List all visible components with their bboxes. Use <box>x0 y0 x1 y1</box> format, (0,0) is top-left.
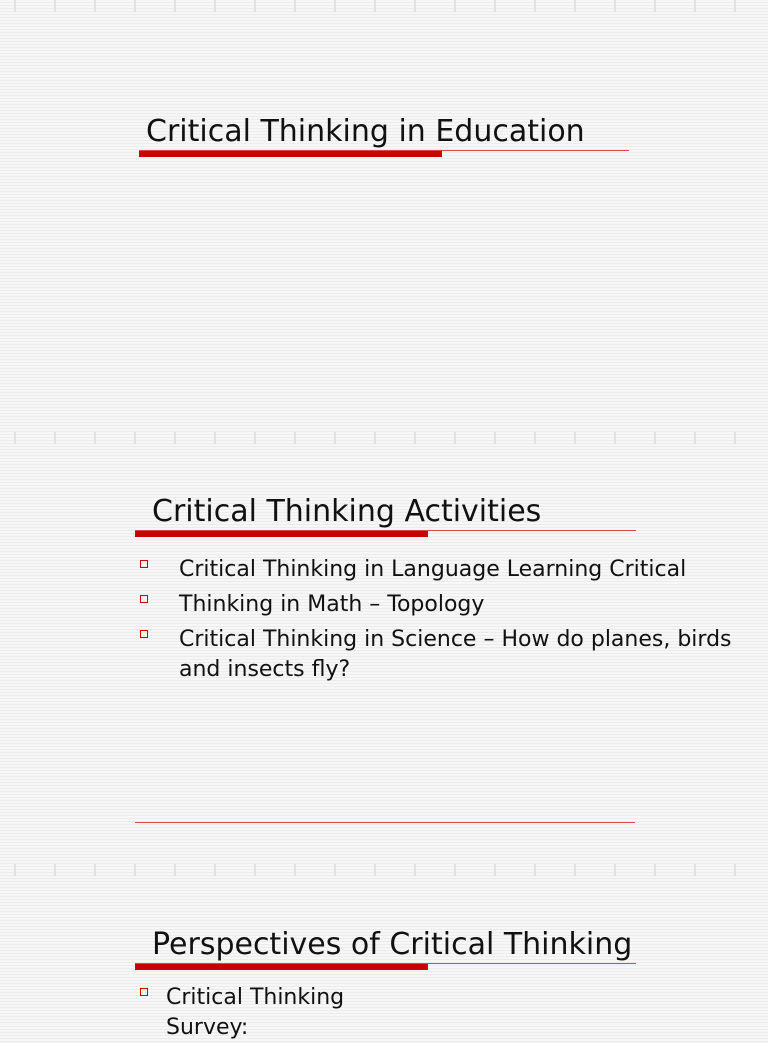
title-underline-accent <box>135 531 428 537</box>
slide-2 <box>0 432 768 864</box>
hollow-square-bullet-icon <box>140 595 148 603</box>
slide-3 <box>0 864 768 1040</box>
slide-title: Critical Thinking Activities <box>152 494 542 529</box>
bullet-list <box>140 983 344 1043</box>
bullet-list <box>140 555 732 690</box>
bullet-item <box>140 983 344 1043</box>
bullet-item <box>140 555 732 585</box>
slide-title: Critical Thinking in Education <box>146 114 585 149</box>
bullet-text-line-2: and insects fly? <box>179 657 351 682</box>
slide-title: Perspectives of Critical Thinking <box>152 927 633 962</box>
slide-top-border <box>0 864 768 876</box>
bullet-text-line-1: Critical Thinking <box>166 985 345 1010</box>
hollow-square-bullet-icon <box>140 560 148 568</box>
bullet-text-line-1: Critical Thinking in Science – How do planes, birds <box>179 627 732 652</box>
slide-1 <box>0 0 768 432</box>
bullet-item <box>140 625 732 685</box>
bullet-text: Thinking in Math – Topology <box>179 592 485 617</box>
slide-bottom-rule <box>135 822 635 823</box>
bullet-text: Critical Thinking in Language Learning Critical <box>179 557 687 582</box>
slide-top-border <box>0 432 768 444</box>
hollow-square-bullet-icon <box>140 988 148 996</box>
hollow-square-bullet-icon <box>140 630 148 638</box>
title-underline-accent <box>135 964 428 970</box>
title-underline-accent <box>139 151 442 157</box>
slide-top-border <box>0 0 768 12</box>
bullet-item <box>140 590 732 620</box>
bullet-text-line-2: Survey: <box>166 1015 249 1040</box>
